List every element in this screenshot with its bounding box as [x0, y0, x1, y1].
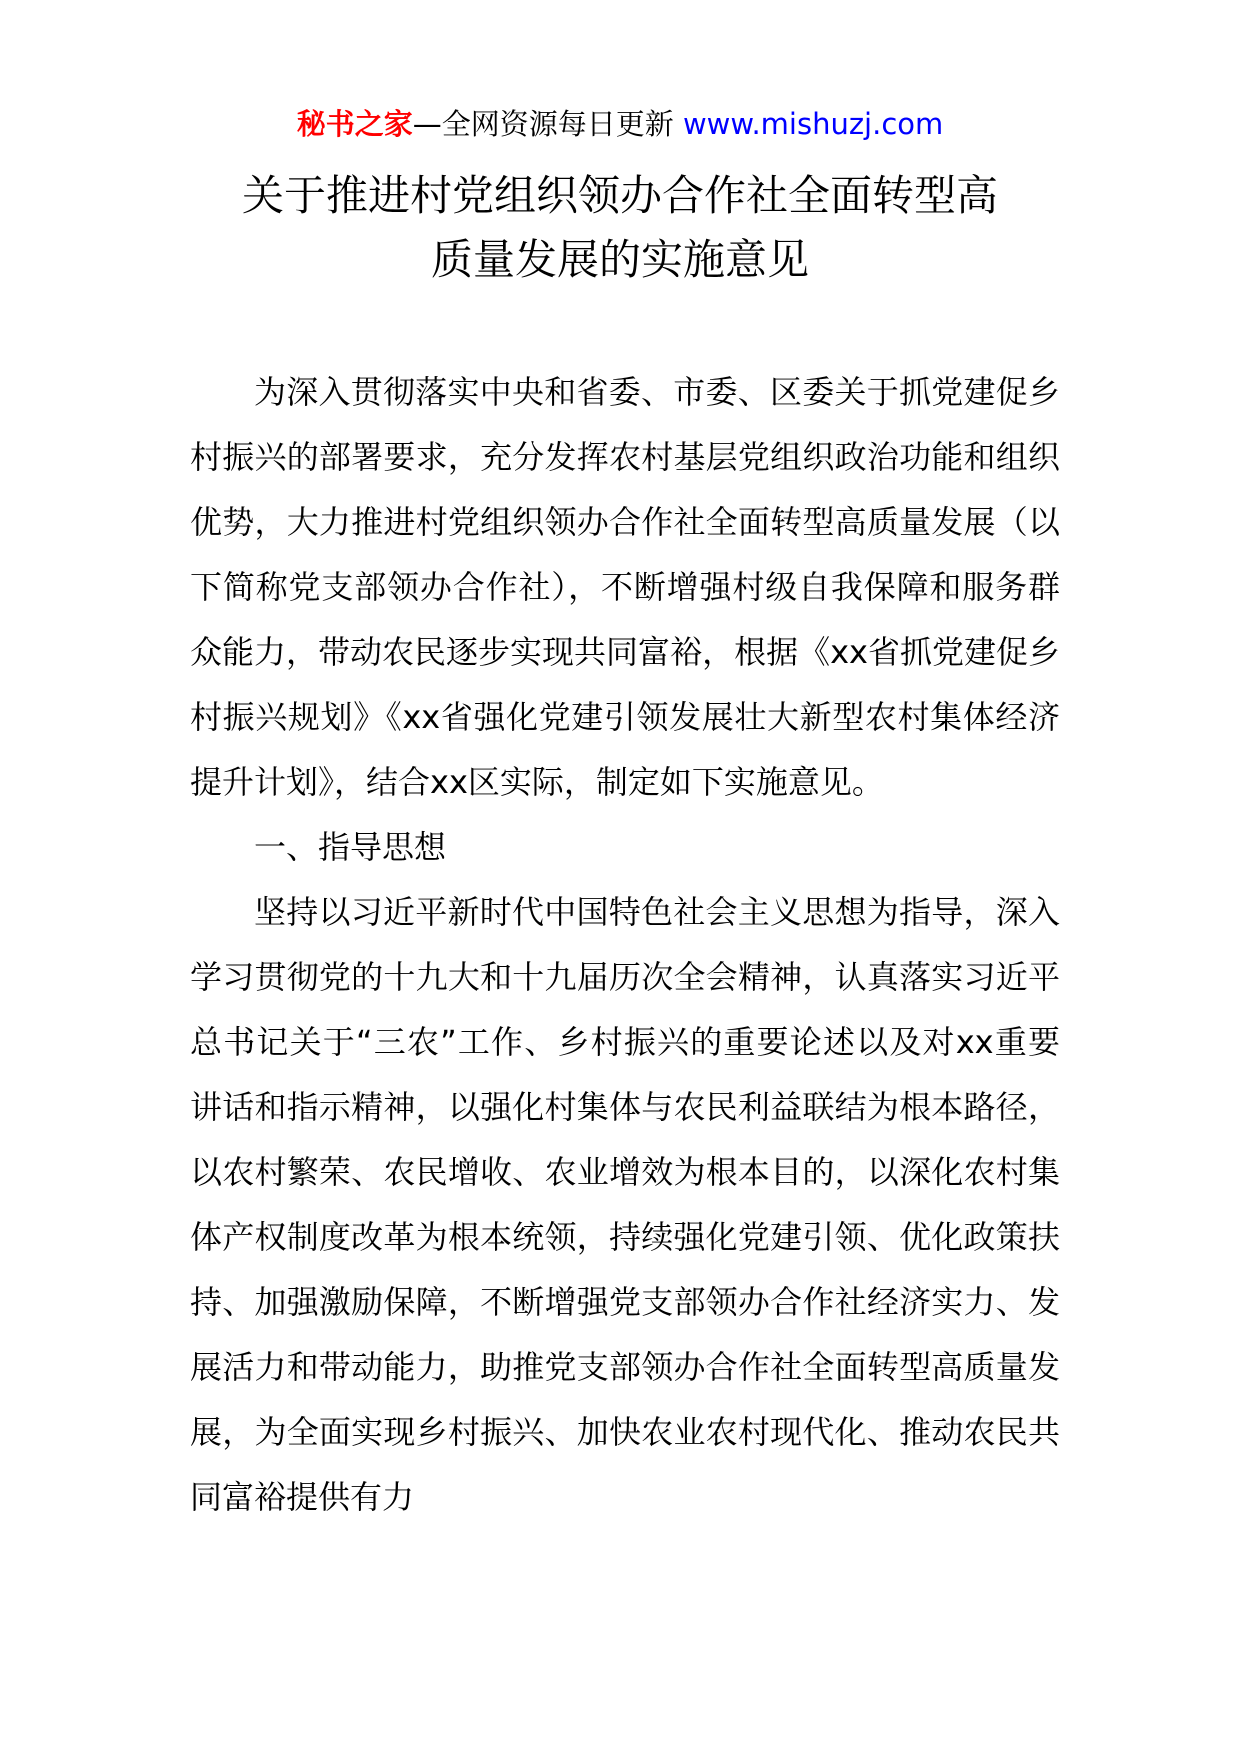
- title-line-1: 关于推进村党组织领办合作社全面转型高: [241, 171, 998, 220]
- guiding-thought-paragraph: 坚持以习近平新时代中国特色社会主义思想为指导，深入学习贯彻党的十九大和十九届历次全会精神，认真落实习近平总书记关于“三农”工作、乡村振兴的重要论述以及对xx重要讲话和指示精神，以强化村集体与农民利益联结为根本路径，以农村繁荣、农民增收、农业增效为根本目的，以深化农村集体产权制度改革为根本统领，持续强化党建引领、优化政策扶持、加强激励保障，不断增强党支部领办合作社经济实力、发展活力和带动能力，助推党支部领办合作社全面转型高质量发展，为全面实现乡村振兴、加快农业农村现代化、推动农民共同富裕提供有力: [190, 893, 1060, 1516]
- header-tagline: —全网资源每日更新: [412, 107, 674, 141]
- brand-name: 秘书之家: [296, 107, 413, 141]
- document-body: [190, 360, 1060, 1530]
- title-line-2: 质量发展的实施意见: [430, 235, 809, 284]
- intro-paragraph: 为深入贯彻落实中央和省委、市委、区委关于抓党建促乡村振兴的部署要求，充分发挥农村基层党组织政治功能和组织优势，大力推进村党组织领办合作社全面转型高质量发展（以下简称党支部领办合作社），不断增强村级自我保障和服务群众能力，带动农民逐步实现共同富裕，根据《xx省抓党建促乡村振兴规划》《xx省强化党建引领发展壮大新型农村集体经济提升计划》，结合xx区实际，制定如下实施意见。: [190, 373, 1060, 801]
- site-url-link[interactable]: www.mishuzj.com: [682, 107, 944, 141]
- document-title: [140, 164, 1100, 292]
- site-header: [0, 102, 1240, 146]
- section-heading-guiding-thought: 一、指导思想: [254, 828, 447, 866]
